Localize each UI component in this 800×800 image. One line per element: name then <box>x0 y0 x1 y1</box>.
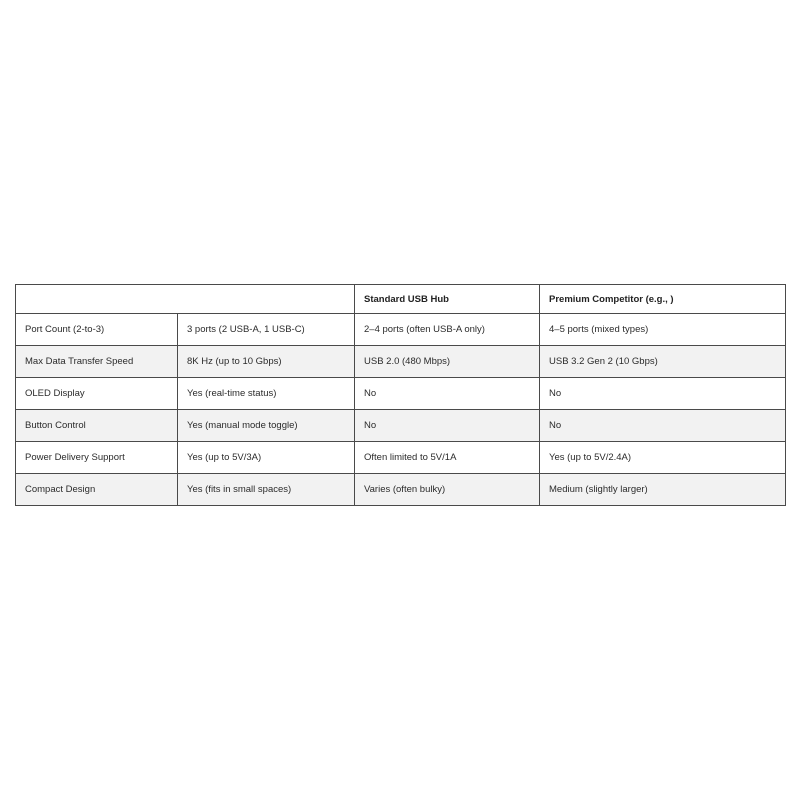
standard-cell: No <box>355 378 540 410</box>
table-row <box>16 442 786 474</box>
ours-cell: 3 ports (2 USB-A, 1 USB-C) <box>178 314 355 346</box>
premium-cell: No <box>540 378 786 410</box>
feature-cell: OLED Display <box>16 378 178 410</box>
standard-cell: No <box>355 410 540 442</box>
table-row <box>16 410 786 442</box>
premium-cell: Yes (up to 5V/2.4A) <box>540 442 786 474</box>
standard-cell: Often limited to 5V/1A <box>355 442 540 474</box>
header-cell-standard: Standard USB Hub <box>355 285 540 314</box>
premium-cell: Medium (slightly larger) <box>540 474 786 506</box>
table-row <box>16 314 786 346</box>
ours-cell: Yes (real-time status) <box>178 378 355 410</box>
premium-cell: USB 3.2 Gen 2 (10 Gbps) <box>540 346 786 378</box>
feature-cell: Max Data Transfer Speed <box>16 346 178 378</box>
table-row <box>16 378 786 410</box>
feature-cell: Compact Design <box>16 474 178 506</box>
feature-cell: Port Count (2-to-3) <box>16 314 178 346</box>
ours-cell: 8K Hz (up to 10 Gbps) <box>178 346 355 378</box>
comparison-table <box>15 284 786 506</box>
ours-cell: Yes (manual mode toggle) <box>178 410 355 442</box>
premium-cell: 4–5 ports (mixed types) <box>540 314 786 346</box>
premium-cell: No <box>540 410 786 442</box>
header-cell-empty <box>16 285 355 314</box>
table-header-row <box>16 285 786 314</box>
header-cell-premium: Premium Competitor (e.g., ) <box>540 285 786 314</box>
table-row <box>16 474 786 506</box>
ours-cell: Yes (fits in small spaces) <box>178 474 355 506</box>
standard-cell: USB 2.0 (480 Mbps) <box>355 346 540 378</box>
table-row <box>16 346 786 378</box>
standard-cell: 2–4 ports (often USB-A only) <box>355 314 540 346</box>
feature-cell: Button Control <box>16 410 178 442</box>
ours-cell: Yes (up to 5V/3A) <box>178 442 355 474</box>
feature-cell: Power Delivery Support <box>16 442 178 474</box>
standard-cell: Varies (often bulky) <box>355 474 540 506</box>
